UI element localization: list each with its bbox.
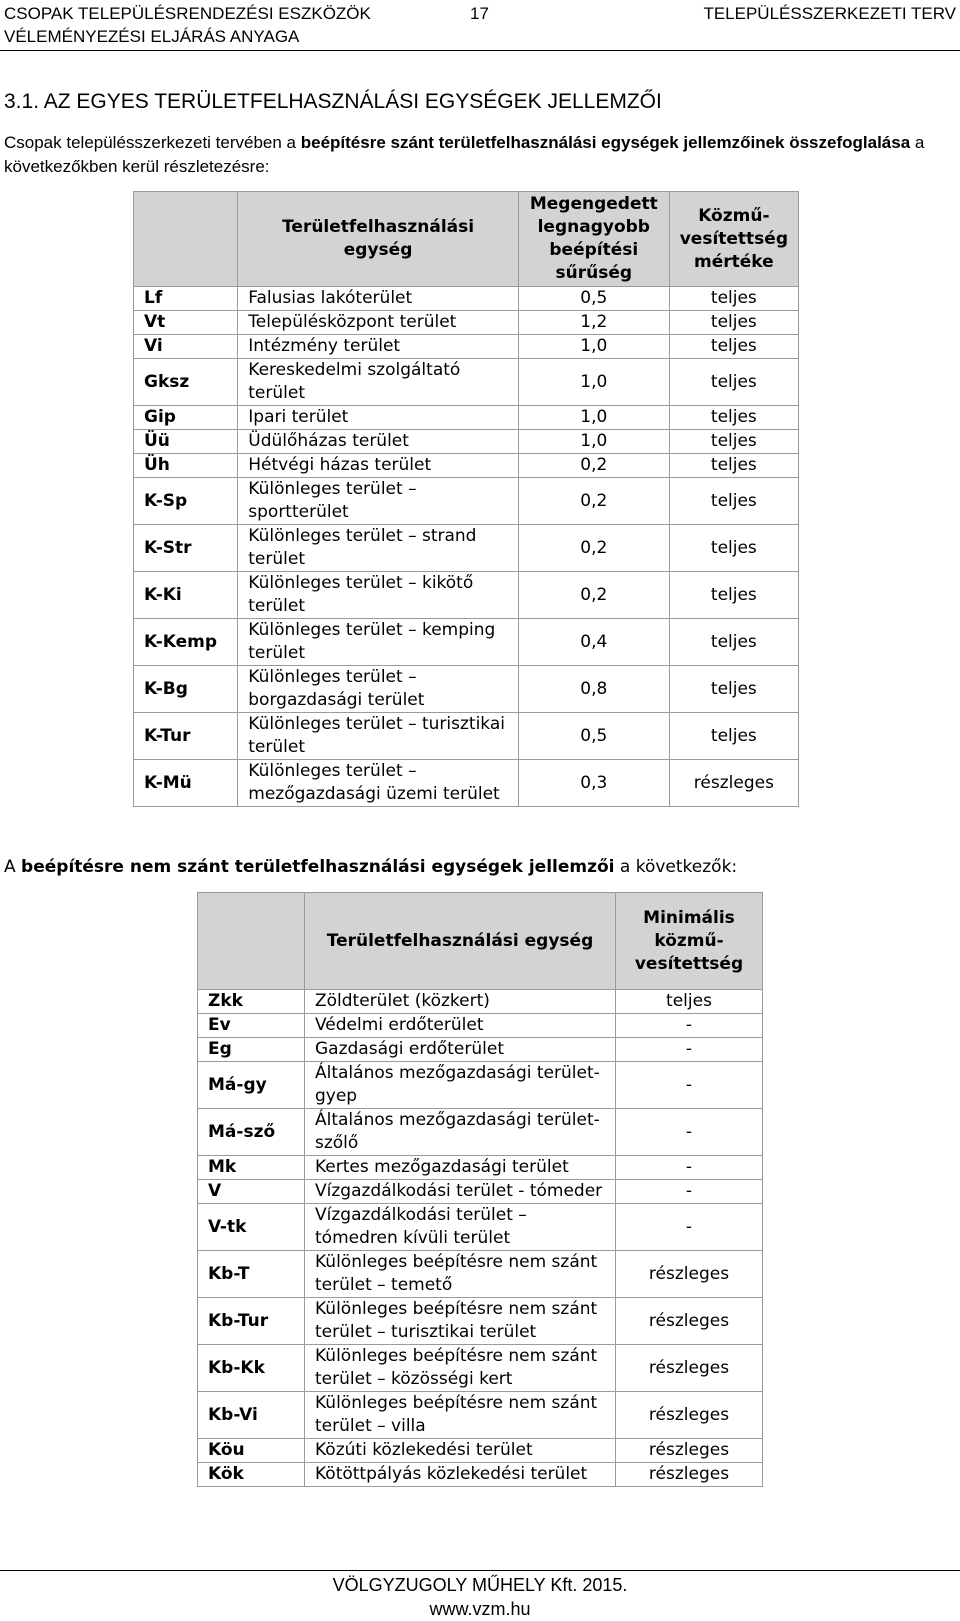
density-cell: 0,2	[518, 478, 669, 525]
zone-code-cell: Gksz	[134, 359, 238, 406]
zone-name-cell: Falusias lakóterület	[238, 287, 519, 311]
density-cell: 0,2	[518, 525, 669, 572]
zone-name-cell: Különleges terület – sportterület	[238, 478, 519, 525]
table-row	[198, 1439, 763, 1463]
header-plan-name: TELEPÜLÉSSZERKEZETI TERV	[703, 4, 956, 23]
utility-cell: teljes	[669, 335, 798, 359]
header-unit: Területfelhasználási egység	[305, 893, 616, 990]
between-text-1: A	[4, 857, 22, 877]
header-code	[134, 192, 238, 287]
intro-text-1: Csopak településszerkezeti tervében a	[4, 133, 301, 152]
header-doc-title: CSOPAK TELEPÜLÉSRENDEZÉSI ESZKÖZÖK	[4, 4, 371, 23]
table-row	[198, 990, 763, 1014]
zone-code-cell: K-Kemp	[134, 619, 238, 666]
table-row	[198, 1062, 763, 1109]
non-built-zones-table	[197, 892, 763, 1487]
utility-cell: részleges	[616, 1439, 763, 1463]
zone-code-cell: Mk	[198, 1156, 305, 1180]
zone-name-cell: Üdülőházas terület	[238, 430, 519, 454]
density-cell: 1,0	[518, 335, 669, 359]
zone-code-cell: Üü	[134, 430, 238, 454]
table-row	[134, 666, 799, 713]
density-cell: 0,2	[518, 572, 669, 619]
zone-name-cell: Különleges terület – turisztikai terület	[238, 713, 519, 760]
zone-code-cell: Lf	[134, 287, 238, 311]
density-cell: 0,5	[518, 287, 669, 311]
zone-name-cell: Különleges beépítésre nem szánt terület – temető	[305, 1251, 616, 1298]
utility-cell: teljes	[669, 287, 798, 311]
zone-code-cell: K-Sp	[134, 478, 238, 525]
density-cell: 0,4	[518, 619, 669, 666]
density-cell: 0,5	[518, 713, 669, 760]
zone-code-cell: K-Bg	[134, 666, 238, 713]
footer-website: www.vzm.hu	[429, 1599, 531, 1619]
zone-code-cell: Kb-Tur	[198, 1298, 305, 1345]
utility-cell: -	[616, 1156, 763, 1180]
header-unit: Területfelhasználási egység	[238, 192, 519, 287]
utility-cell: részleges	[616, 1251, 763, 1298]
table-row	[134, 454, 799, 478]
utility-cell: teljes	[669, 572, 798, 619]
table-row	[134, 525, 799, 572]
utility-cell: részleges	[616, 1392, 763, 1439]
zone-code-cell: Kök	[198, 1463, 305, 1487]
page-footer	[0, 1570, 960, 1621]
table-row	[134, 406, 799, 430]
table-row	[198, 1038, 763, 1062]
table-row	[198, 1109, 763, 1156]
zone-name-cell: Különleges terület – kikötő terület	[238, 572, 519, 619]
table-row	[198, 1392, 763, 1439]
density-cell: 0,3	[518, 760, 669, 807]
table-body	[198, 990, 763, 1487]
zone-code-cell: Kb-T	[198, 1251, 305, 1298]
zone-code-cell: Má-gy	[198, 1062, 305, 1109]
zone-code-cell: K-Mü	[134, 760, 238, 807]
page-number: 17	[470, 4, 489, 23]
footer-company: VÖLGYZUGOLY MŰHELY Kft. 2015.	[332, 1575, 628, 1595]
zone-code-cell: Má-sző	[198, 1109, 305, 1156]
zone-name-cell: Kötöttpályás közlekedési terület	[305, 1463, 616, 1487]
intro-paragraph	[4, 131, 959, 179]
zone-code-cell: V	[198, 1180, 305, 1204]
zone-name-cell: Kereskedelmi szolgáltató terület	[238, 359, 519, 406]
utility-cell: részleges	[616, 1298, 763, 1345]
intro-text-2: a következőkben kerül részletezésre:	[4, 133, 925, 176]
zone-code-cell: K-Tur	[134, 713, 238, 760]
utility-cell: -	[616, 1109, 763, 1156]
table-row	[198, 1345, 763, 1392]
utility-cell: -	[616, 1014, 763, 1038]
zone-name-cell: Közúti közlekedési terület	[305, 1439, 616, 1463]
utility-cell: teljes	[669, 311, 798, 335]
table-row	[198, 1014, 763, 1038]
zone-name-cell: Különleges terület – strand terület	[238, 525, 519, 572]
utility-cell: teljes	[669, 406, 798, 430]
utility-cell: teljes	[669, 359, 798, 406]
table-row	[134, 572, 799, 619]
density-cell: 0,8	[518, 666, 669, 713]
table-row	[134, 359, 799, 406]
utility-cell: részleges	[669, 760, 798, 807]
table-row	[134, 619, 799, 666]
zone-name-cell: Különleges terület – borgazdasági terület	[238, 666, 519, 713]
density-cell: 1,2	[518, 311, 669, 335]
table-header-row	[134, 192, 799, 287]
density-cell: 1,0	[518, 406, 669, 430]
zone-name-cell: Különleges terület – mezőgazdasági üzemi terület	[238, 760, 519, 807]
zone-name-cell: Gazdasági erdőterület	[305, 1038, 616, 1062]
zone-code-cell: Zkk	[198, 990, 305, 1014]
table-row	[198, 1463, 763, 1487]
table-row	[134, 760, 799, 807]
utility-cell: teljes	[669, 619, 798, 666]
table-row	[134, 311, 799, 335]
zone-code-cell: Kb-Vi	[198, 1392, 305, 1439]
zone-name-cell: Intézmény terület	[238, 335, 519, 359]
zone-name-cell: Ipari terület	[238, 406, 519, 430]
zone-name-cell: Vízgazdálkodási terület – tómedren kívüli terület	[305, 1204, 616, 1251]
zone-name-cell: Különleges beépítésre nem szánt terület – turisztikai terület	[305, 1298, 616, 1345]
table-row	[134, 335, 799, 359]
utility-cell: -	[616, 1038, 763, 1062]
second-table-intro	[4, 855, 737, 879]
header-utility: Közmű-vesítettség mértéke	[669, 192, 798, 287]
utility-cell: teljes	[669, 525, 798, 572]
zone-code-cell: Üh	[134, 454, 238, 478]
table-row	[134, 430, 799, 454]
table-row	[198, 1204, 763, 1251]
table-row	[198, 1251, 763, 1298]
zone-name-cell: Különleges terület – kemping terület	[238, 619, 519, 666]
zone-code-cell: Kb-Kk	[198, 1345, 305, 1392]
header-doc-subtitle: VÉLEMÉNYEZÉSI ELJÁRÁS ANYAGA	[4, 27, 300, 46]
zone-code-cell: Ev	[198, 1014, 305, 1038]
utility-cell: -	[616, 1062, 763, 1109]
header-code	[198, 893, 305, 990]
between-bold: beépítésre nem szánt területfelhasználási egységek jellemzői	[21, 857, 615, 877]
zone-code-cell: K-Str	[134, 525, 238, 572]
utility-cell: teljes	[616, 990, 763, 1014]
density-cell: 1,0	[518, 430, 669, 454]
zone-code-cell: Gip	[134, 406, 238, 430]
utility-cell: -	[616, 1204, 763, 1251]
zone-name-cell: Általános mezőgazdasági terület-szőlő	[305, 1109, 616, 1156]
zone-code-cell: K-Ki	[134, 572, 238, 619]
zone-code-cell: V-tk	[198, 1204, 305, 1251]
table-row	[134, 713, 799, 760]
section-title: 3.1. AZ EGYES TERÜLETFELHASZNÁLÁSI EGYSÉGEK JELLEMZŐI	[4, 90, 662, 113]
utility-cell: teljes	[669, 666, 798, 713]
utility-cell: részleges	[616, 1345, 763, 1392]
table-row	[198, 1156, 763, 1180]
built-up-zones-table	[133, 191, 799, 807]
zone-code-cell: Köu	[198, 1439, 305, 1463]
utility-cell: teljes	[669, 430, 798, 454]
zone-name-cell: Különleges beépítésre nem szánt terület – közösségi kert	[305, 1345, 616, 1392]
density-cell: 1,0	[518, 359, 669, 406]
zone-name-cell: Településközpont terület	[238, 311, 519, 335]
intro-bold: beépítésre szánt területfelhasználási egységek jellemzőinek összefoglalása	[300, 133, 911, 152]
table-row	[134, 287, 799, 311]
utility-cell: -	[616, 1180, 763, 1204]
zone-name-cell: Kertes mezőgazdasági terület	[305, 1156, 616, 1180]
utility-cell: teljes	[669, 478, 798, 525]
header-min-utility: Minimális közmű-vesítettség	[616, 893, 763, 990]
table-header-row	[198, 893, 763, 990]
zone-name-cell: Általános mezőgazdasági terület-gyep	[305, 1062, 616, 1109]
zone-code-cell: Eg	[198, 1038, 305, 1062]
utility-cell: teljes	[669, 713, 798, 760]
page-header	[0, 0, 960, 51]
utility-cell: részleges	[616, 1463, 763, 1487]
between-text-2: a következők:	[614, 857, 738, 877]
density-cell: 0,2	[518, 454, 669, 478]
zone-name-cell: Zöldterület (közkert)	[305, 990, 616, 1014]
zone-name-cell: Védelmi erdőterület	[305, 1014, 616, 1038]
zone-code-cell: Vt	[134, 311, 238, 335]
header-density: Megengedett legnagyobb beépítési sűrűség	[518, 192, 669, 287]
zone-code-cell: Vi	[134, 335, 238, 359]
utility-cell: teljes	[669, 454, 798, 478]
zone-name-cell: Hétvégi házas terület	[238, 454, 519, 478]
table-body	[134, 287, 799, 807]
table-row	[134, 478, 799, 525]
table-row	[198, 1180, 763, 1204]
table-row	[198, 1298, 763, 1345]
zone-name-cell: Különleges beépítésre nem szánt terület – villa	[305, 1392, 616, 1439]
zone-name-cell: Vízgazdálkodási terület - tómeder	[305, 1180, 616, 1204]
